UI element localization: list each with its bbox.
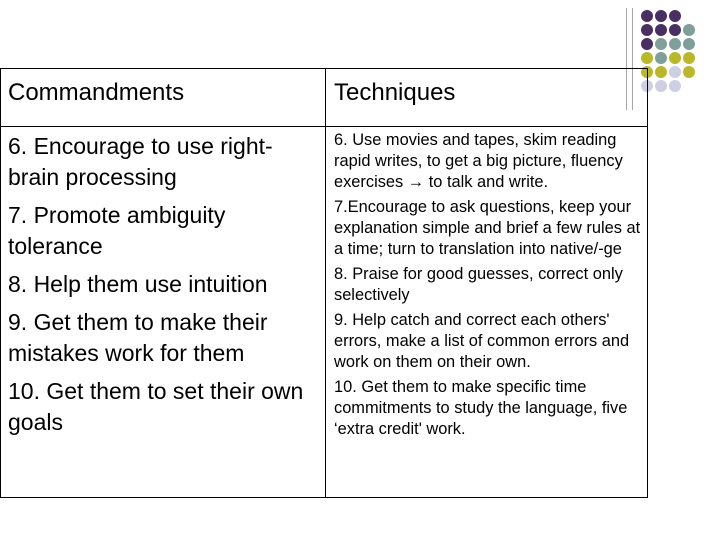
commandment-item: 6. Encourage to use right-brain processing bbox=[8, 133, 273, 190]
decor-dot bbox=[641, 10, 653, 22]
decor-dot bbox=[669, 24, 681, 36]
decor-dot bbox=[669, 80, 681, 92]
decor-dot bbox=[683, 38, 695, 50]
commandments-table bbox=[0, 68, 648, 498]
decor-dot bbox=[641, 38, 653, 50]
decor-dot bbox=[655, 66, 667, 78]
decor-dot bbox=[655, 24, 667, 36]
decor-dot bbox=[655, 80, 667, 92]
decor-dot bbox=[683, 52, 695, 64]
commandment-item: 8. Help them use intuition bbox=[8, 271, 268, 297]
technique-item: 7.Encourage to ask questions, keep your explanation simple and brief a few rules at a time; turn to translation into native/-ge bbox=[334, 198, 641, 258]
technique-item: 10. Get them to make specific time commitments to study the language, five ‘extra credit' work. bbox=[334, 378, 628, 438]
decor-dot bbox=[669, 10, 681, 22]
decor-dot bbox=[669, 38, 681, 50]
header-techniques: Techniques bbox=[334, 79, 456, 106]
technique-item: 6. Use movies and tapes, skim reading rapid writes, to get a big picture, fluency exercises → to talk and write. bbox=[334, 131, 623, 191]
decor-dot bbox=[683, 66, 695, 78]
decor-dot bbox=[669, 52, 681, 64]
commandments-cell bbox=[1, 127, 326, 498]
table-body-row bbox=[1, 127, 648, 498]
decor-dot bbox=[655, 10, 667, 22]
table-header-row bbox=[1, 69, 648, 127]
technique-item: 9. Help catch and correct each others' errors, make a list of common errors and work on them on their own. bbox=[334, 311, 630, 371]
decor-dot bbox=[683, 24, 695, 36]
decor-dot bbox=[655, 38, 667, 50]
commandment-item: 10. Get them to set their own goals bbox=[8, 378, 304, 435]
commandment-item: 9. Get them to make their mistakes work for them bbox=[8, 309, 268, 366]
decor-dot bbox=[641, 52, 653, 64]
decor-dot bbox=[669, 66, 681, 78]
header-commandments-cell bbox=[1, 69, 326, 127]
commandment-item: 7. Promote ambiguity tolerance bbox=[8, 202, 226, 259]
decor-dot bbox=[655, 52, 667, 64]
header-commandments: Commandments bbox=[8, 79, 185, 106]
technique-item: 8. Praise for good guesses, correct only selectively bbox=[334, 265, 623, 304]
techniques-cell bbox=[326, 127, 648, 498]
decor-dot bbox=[641, 24, 653, 36]
header-techniques-cell bbox=[326, 69, 648, 127]
